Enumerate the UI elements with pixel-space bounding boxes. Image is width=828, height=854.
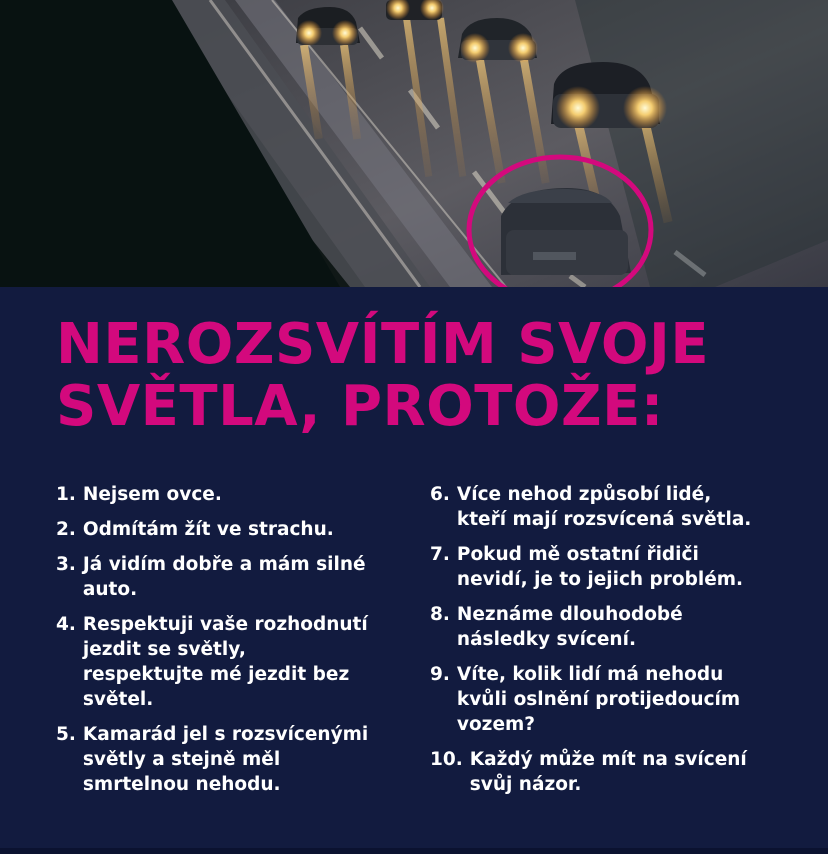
reasons-left-column: [56, 482, 411, 807]
reason-item-1: [56, 482, 411, 507]
bottom-border: [0, 848, 828, 854]
reason-text: Víte, kolik lidí má nehodu kvůli oslnění protijedoucím vozem?: [456, 664, 741, 735]
reason-item-9: [430, 662, 820, 737]
reason-number: 8.: [430, 604, 450, 625]
reason-text: Nejsem ovce.: [82, 484, 222, 505]
reason-number: 9.: [430, 664, 450, 685]
reason-number: 6.: [430, 484, 450, 505]
reason-text: Kamarád jel s rozsvícenými světly a stejně měl smrtelnou nehodu.: [82, 724, 369, 795]
night-highway-photo: [0, 0, 828, 287]
reason-item-7: [430, 542, 820, 592]
poster-headline: [56, 314, 796, 437]
reason-number: 10.: [430, 749, 463, 770]
reason-text: Odmítám žít ve strachu.: [82, 519, 334, 540]
headline-line-1: NEROZSVÍTÍM SVOJE: [56, 312, 710, 377]
reason-number: 3.: [56, 554, 76, 575]
reason-text: Já vidím dobře a mám silné auto.: [82, 554, 366, 600]
reason-item-6: [430, 482, 820, 532]
night-highway-illustration: [0, 0, 828, 287]
reason-item-4: [56, 612, 411, 712]
reason-text: Více nehod způsobí lidé, kteří mají rozsvícená světla.: [456, 484, 752, 530]
reason-item-10: [430, 747, 820, 797]
reason-number: 5.: [56, 724, 76, 745]
reason-number: 7.: [430, 544, 450, 565]
reason-item-3: [56, 552, 411, 602]
reason-number: 2.: [56, 519, 76, 540]
reasons-right-column: [430, 482, 820, 807]
reason-item-2: [56, 517, 411, 542]
reason-number: 4.: [56, 614, 76, 635]
reason-text: Respektuji vaše rozhodnutí jezdit se světly, respektujte mé jezdit bez světel.: [82, 614, 368, 710]
reason-item-5: [56, 722, 411, 797]
reason-item-8: [430, 602, 820, 652]
reason-text: Neznáme dlouhodobé následky svícení.: [456, 604, 683, 650]
reason-text: Každý může mít na svícení svůj názor.: [469, 749, 747, 795]
reason-text: Pokud mě ostatní řidiči nevidí, je to jejich problém.: [456, 544, 744, 590]
reason-number: 1.: [56, 484, 76, 505]
headline-line-2: SVĚTLA, PROTOŽE:: [56, 373, 664, 439]
